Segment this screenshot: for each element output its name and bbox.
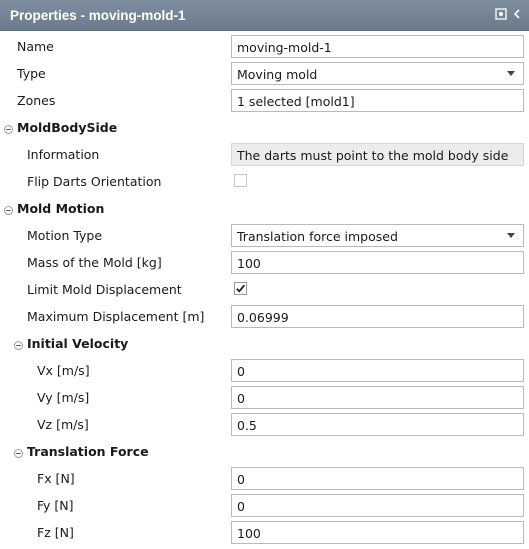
mass-field[interactable]	[231, 251, 524, 274]
subsection-title: Translation Force	[27, 444, 149, 459]
fx-value: 0	[237, 472, 245, 487]
fy-value: 0	[237, 499, 245, 514]
subsection-header-translation-force[interactable]	[0, 438, 529, 465]
zones-label: Zones	[17, 93, 56, 108]
max-displacement-label: Maximum Displacement [m]	[27, 309, 205, 324]
collapse-arrow-icon[interactable]	[511, 8, 523, 20]
zones-value: 1 selected [mold1]	[237, 94, 355, 109]
property-row-fz	[0, 519, 529, 546]
property-row-vz	[0, 411, 529, 438]
property-row-zones	[0, 87, 529, 114]
section-header-moldbodyside[interactable]	[0, 114, 529, 141]
property-row-vy	[0, 384, 529, 411]
property-row-vx	[0, 357, 529, 384]
fx-field[interactable]	[231, 467, 524, 490]
max-displacement-value: 0.06999	[237, 310, 289, 325]
mass-label: Mass of the Mold [kg]	[27, 255, 162, 270]
subsection-header-initial-velocity[interactable]	[0, 330, 529, 357]
property-row-fx	[0, 465, 529, 492]
information-field	[231, 143, 524, 166]
vy-label: Vy [m/s]	[37, 390, 90, 405]
vx-label: Vx [m/s]	[37, 363, 90, 378]
type-value: Moving mold	[237, 67, 318, 82]
name-field[interactable]	[231, 35, 524, 58]
section-title: MoldBodySide	[17, 120, 118, 135]
vx-value: 0	[237, 364, 245, 379]
chevron-down-icon	[507, 71, 515, 76]
subsection-title: Initial Velocity	[27, 336, 129, 351]
titlebar-icons	[495, 8, 523, 20]
vz-field[interactable]	[231, 413, 524, 436]
pin-icon[interactable]	[495, 8, 507, 20]
type-label: Type	[17, 66, 46, 81]
property-row-type	[0, 60, 529, 87]
fy-label: Fy [N]	[37, 498, 74, 513]
property-row-limit-displacement	[0, 276, 529, 303]
property-row-mass	[0, 249, 529, 276]
collapse-toggle-icon[interactable]	[4, 203, 13, 212]
fy-field[interactable]	[231, 494, 524, 517]
name-label: Name	[17, 39, 54, 54]
name-value: moving-mold-1	[237, 40, 332, 55]
section-header-mold-motion[interactable]	[0, 195, 529, 222]
property-row-information	[0, 141, 529, 168]
zones-field[interactable]	[231, 89, 524, 112]
chevron-down-icon	[507, 233, 515, 238]
fx-label: Fx [N]	[37, 471, 75, 486]
vy-field[interactable]	[231, 386, 524, 409]
fz-label: Fz [N]	[37, 525, 74, 540]
fz-field[interactable]	[231, 521, 524, 544]
property-row-fy	[0, 492, 529, 519]
limit-displacement-label: Limit Mold Displacement	[27, 282, 182, 297]
information-value: The darts must point to the mold body side	[237, 148, 509, 163]
property-row-flip-darts	[0, 168, 529, 195]
fz-value: 100	[237, 526, 261, 541]
collapse-toggle-icon[interactable]	[14, 446, 23, 455]
type-dropdown[interactable]	[231, 62, 524, 85]
property-row-motion-type	[0, 222, 529, 249]
flip-darts-label: Flip Darts Orientation	[27, 174, 162, 189]
flip-darts-checkbox[interactable]	[234, 174, 247, 187]
checkmark-icon	[234, 282, 247, 295]
vz-value: 0.5	[237, 418, 257, 433]
collapse-toggle-icon[interactable]	[14, 338, 23, 347]
motion-type-value: Translation force imposed	[237, 229, 398, 244]
information-label: Information	[27, 147, 100, 162]
section-title: Mold Motion	[17, 201, 105, 216]
motion-type-label: Motion Type	[27, 228, 103, 243]
property-row-name	[0, 33, 529, 60]
property-row-max-displacement	[0, 303, 529, 330]
max-displacement-field[interactable]	[231, 305, 524, 328]
vx-field[interactable]	[231, 359, 524, 382]
vz-label: Vz [m/s]	[37, 417, 89, 432]
mass-value: 100	[237, 256, 261, 271]
panel-title: Properties - moving-mold-1	[10, 8, 186, 23]
vy-value: 0	[237, 391, 245, 406]
collapse-toggle-icon[interactable]	[4, 122, 13, 131]
limit-displacement-checkbox[interactable]	[234, 282, 247, 295]
motion-type-dropdown[interactable]	[231, 224, 524, 247]
panel-titlebar	[0, 0, 529, 31]
